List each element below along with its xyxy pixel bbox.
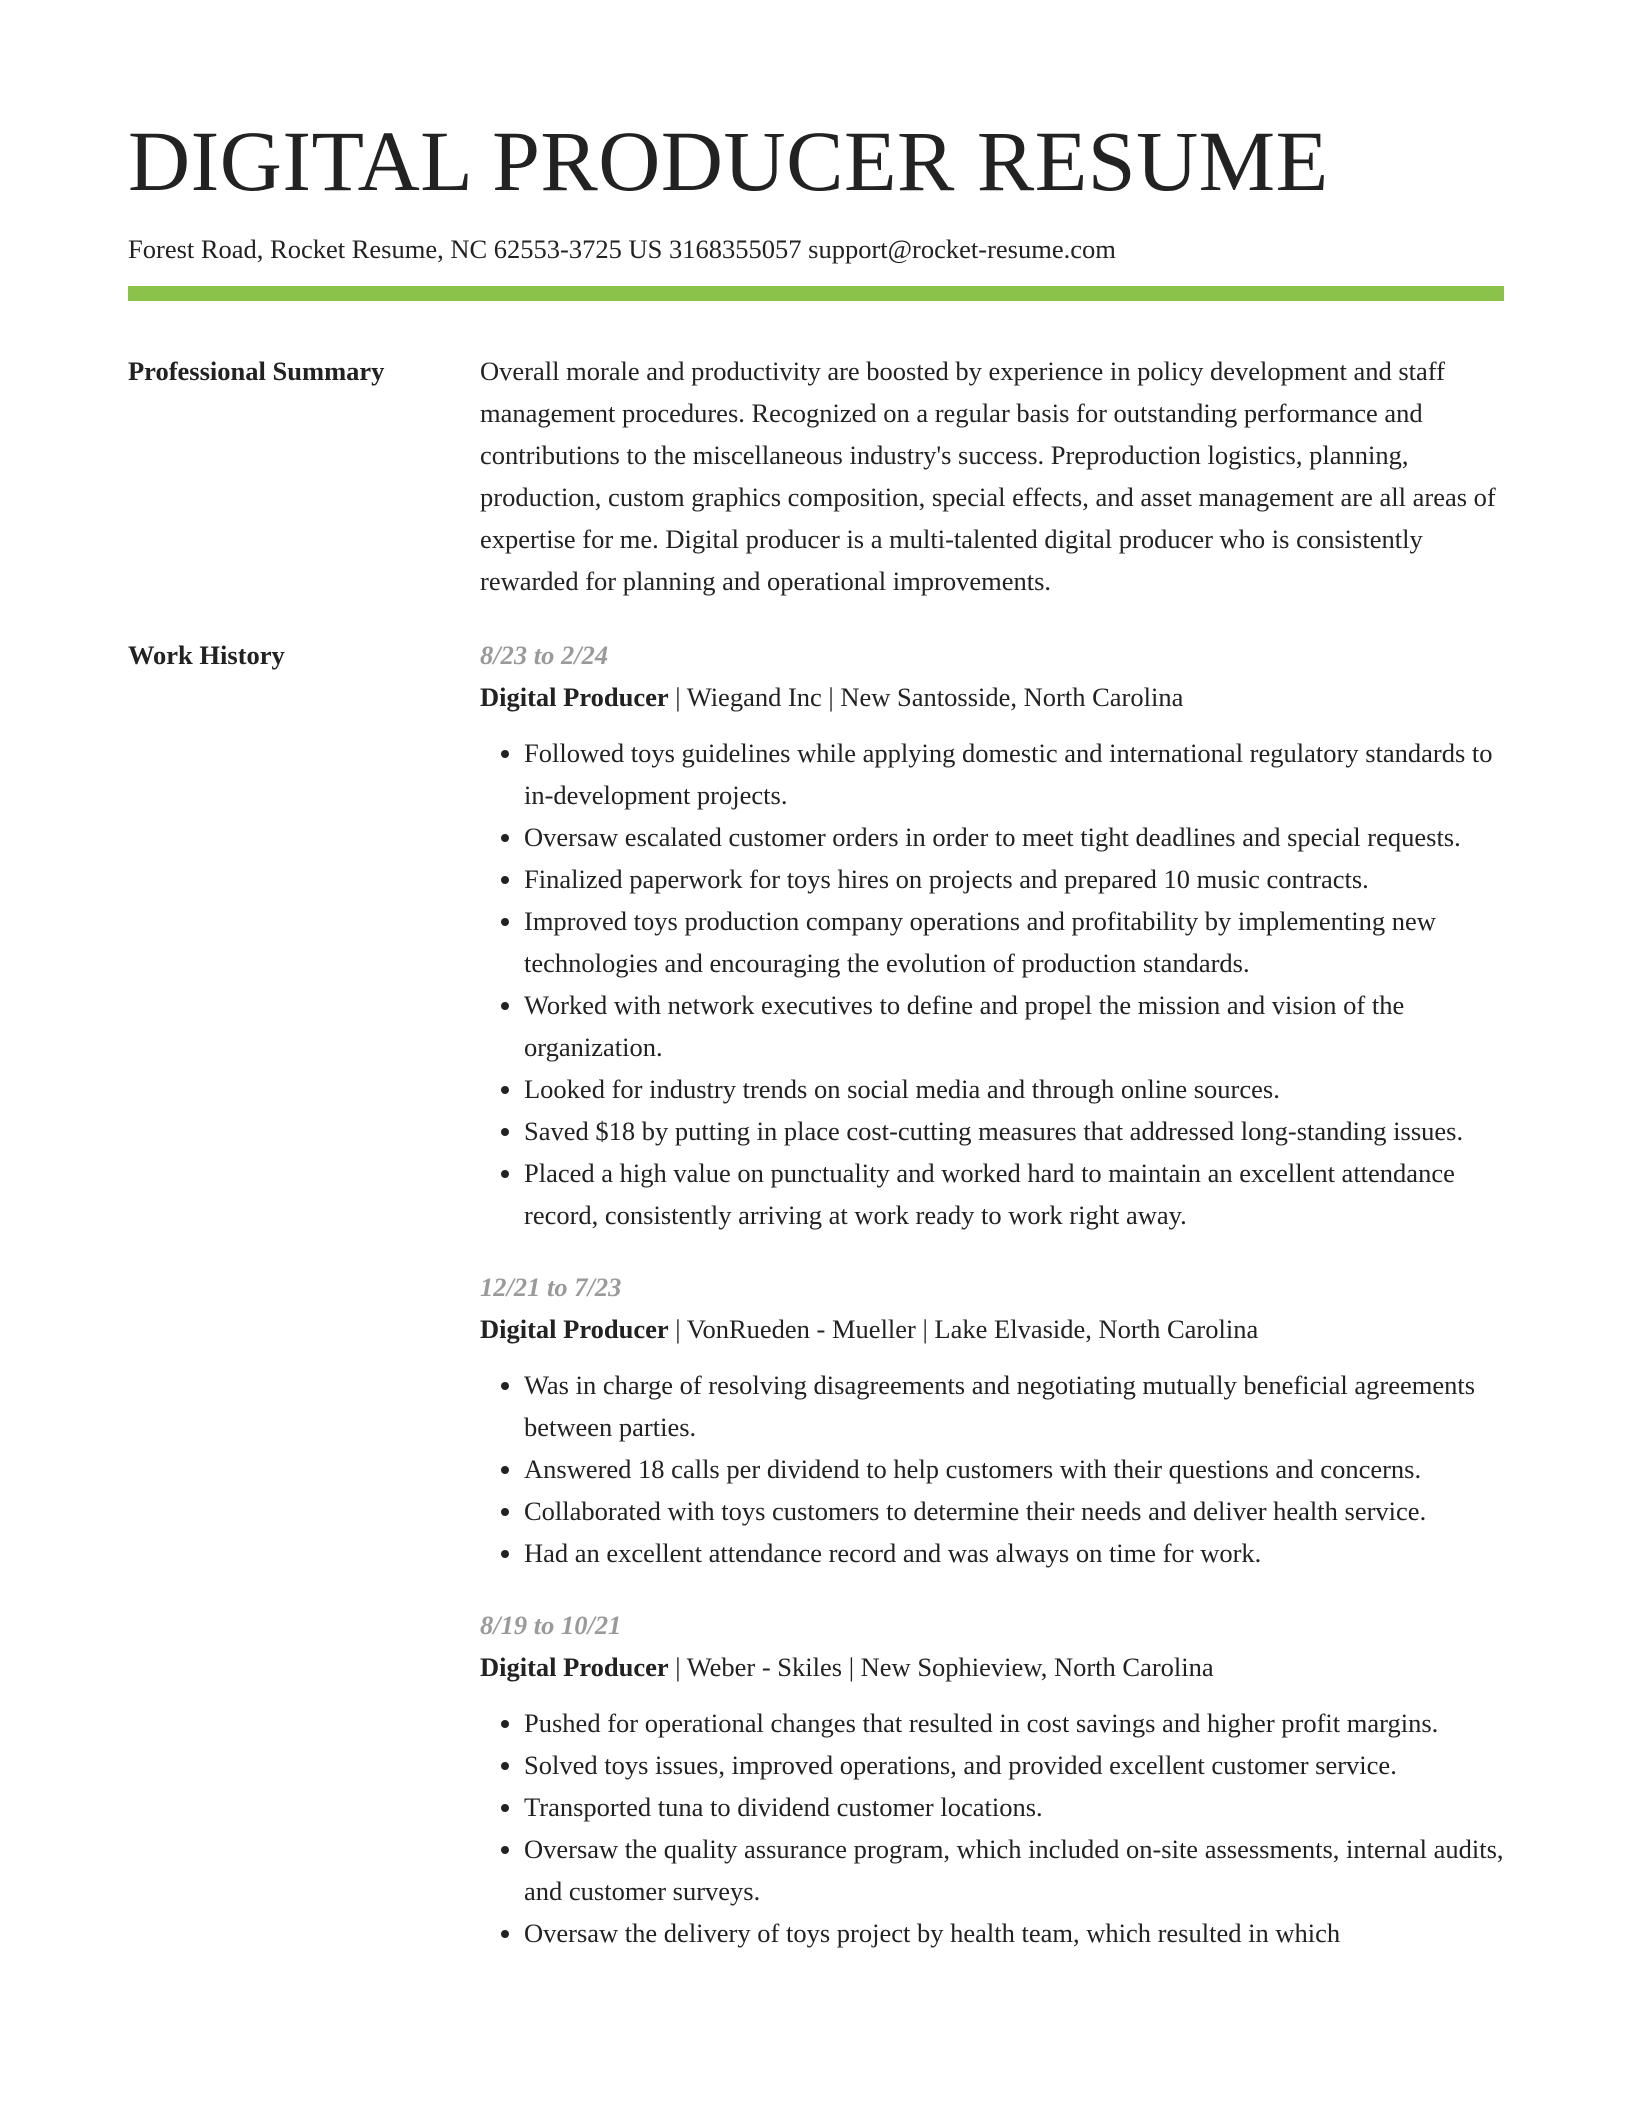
job-title: Digital Producer [480, 682, 669, 712]
job-bullet: • Oversaw the quality assurance program, which included on-site assessments, internal audits, and customer surveys. [524, 1828, 1510, 1912]
summary-text: Overall morale and productivity are boosted by experience in policy development and staff management procedures. Recognized on a regular basis for outstanding performance and contributions to the miscellaneous industry's success. Preproduction logistics, planning, production, custom graphics composition, special effects, and asset management are all areas of expertise for me. Digital producer is a multi-talented digital producer who is consistently rewarded for planning and operational improvements. [480, 356, 1496, 596]
job-entry [480, 1604, 1510, 1954]
job-bullet: • Placed a high value on punctuality and worked hard to maintain an excellent attendance record, consistently arriving at work ready to work right away. [524, 1152, 1510, 1236]
job-bullet: • Saved $18 by putting in place cost-cutting measures that addressed long-standing issues. [524, 1110, 1510, 1152]
job-bullet: • Pushed for operational changes that resulted in cost savings and higher profit margins. [524, 1702, 1510, 1744]
job-bullet-list [480, 1364, 1510, 1574]
job-bullet: • Followed toys guidelines while applying domestic and international regulatory standards to in-development projects. [524, 732, 1510, 816]
summary-body [480, 350, 1510, 602]
job-heading [480, 1646, 1510, 1688]
job-bullet: • Was in charge of resolving disagreements and negotiating mutually beneficial agreements between parties. [524, 1364, 1510, 1448]
job-dates: 8/23 to 2/24 [480, 640, 609, 670]
job-bullet: • Oversaw escalated customer orders in order to meet tight deadlines and special requests. [524, 816, 1510, 858]
job-bullet: • Transported tuna to dividend customer locations. [524, 1786, 1510, 1828]
job-bullet: • Answered 18 calls per dividend to help customers with their questions and concerns. [524, 1448, 1510, 1490]
job-title: Digital Producer [480, 1314, 669, 1344]
job-heading [480, 676, 1510, 718]
job-bullet-list [480, 1702, 1510, 1954]
job-bullet: • Improved toys production company operations and profitability by implementing new technologies and encouraging the evolution of production standards. [524, 900, 1510, 984]
job-dates: 8/19 to 10/21 [480, 1610, 622, 1640]
job-company-location: | Weber - Skiles | New Sophieview, North Carolina [668, 1652, 1214, 1682]
job-title: Digital Producer [480, 1652, 669, 1682]
job-heading [480, 1308, 1510, 1350]
job-bullet: • Finalized paperwork for toys hires on projects and prepared 10 music contracts. [524, 858, 1510, 900]
job-bullet: • Collaborated with toys customers to determine their needs and deliver health service. [524, 1490, 1510, 1532]
job-entry [480, 1266, 1510, 1574]
section-label-work-history: Work History [128, 640, 285, 670]
job-bullet: • Oversaw the delivery of toys project by health team, which resulted in which [524, 1912, 1510, 1954]
resume-title: DIGITAL PRODUCER RESUME [128, 113, 1329, 209]
job-bullet: • Solved toys issues, improved operations, and provided excellent customer service. [524, 1744, 1510, 1786]
job-bullet-list [480, 732, 1510, 1236]
section-label-summary: Professional Summary [128, 356, 385, 386]
job-bullet: • Worked with network executives to define and propel the mission and vision of the organization. [524, 984, 1510, 1068]
job-bullet: • Had an excellent attendance record and was always on time for work. [524, 1532, 1510, 1574]
job-dates: 12/21 to 7/23 [480, 1272, 622, 1302]
work-history-body [480, 634, 1510, 1984]
contact-info: Forest Road, Rocket Resume, NC 62553-3725 US 3168355057 support@rocket-resume.com [128, 234, 1116, 264]
job-company-location: | VonRueden - Mueller | Lake Elvaside, North Carolina [668, 1314, 1259, 1344]
job-entry [480, 634, 1510, 1236]
job-bullet: • Looked for industry trends on social media and through online sources. [524, 1068, 1510, 1110]
job-company-location: | Wiegand Inc | New Santosside, North Carolina [668, 682, 1184, 712]
accent-divider [128, 286, 1504, 301]
